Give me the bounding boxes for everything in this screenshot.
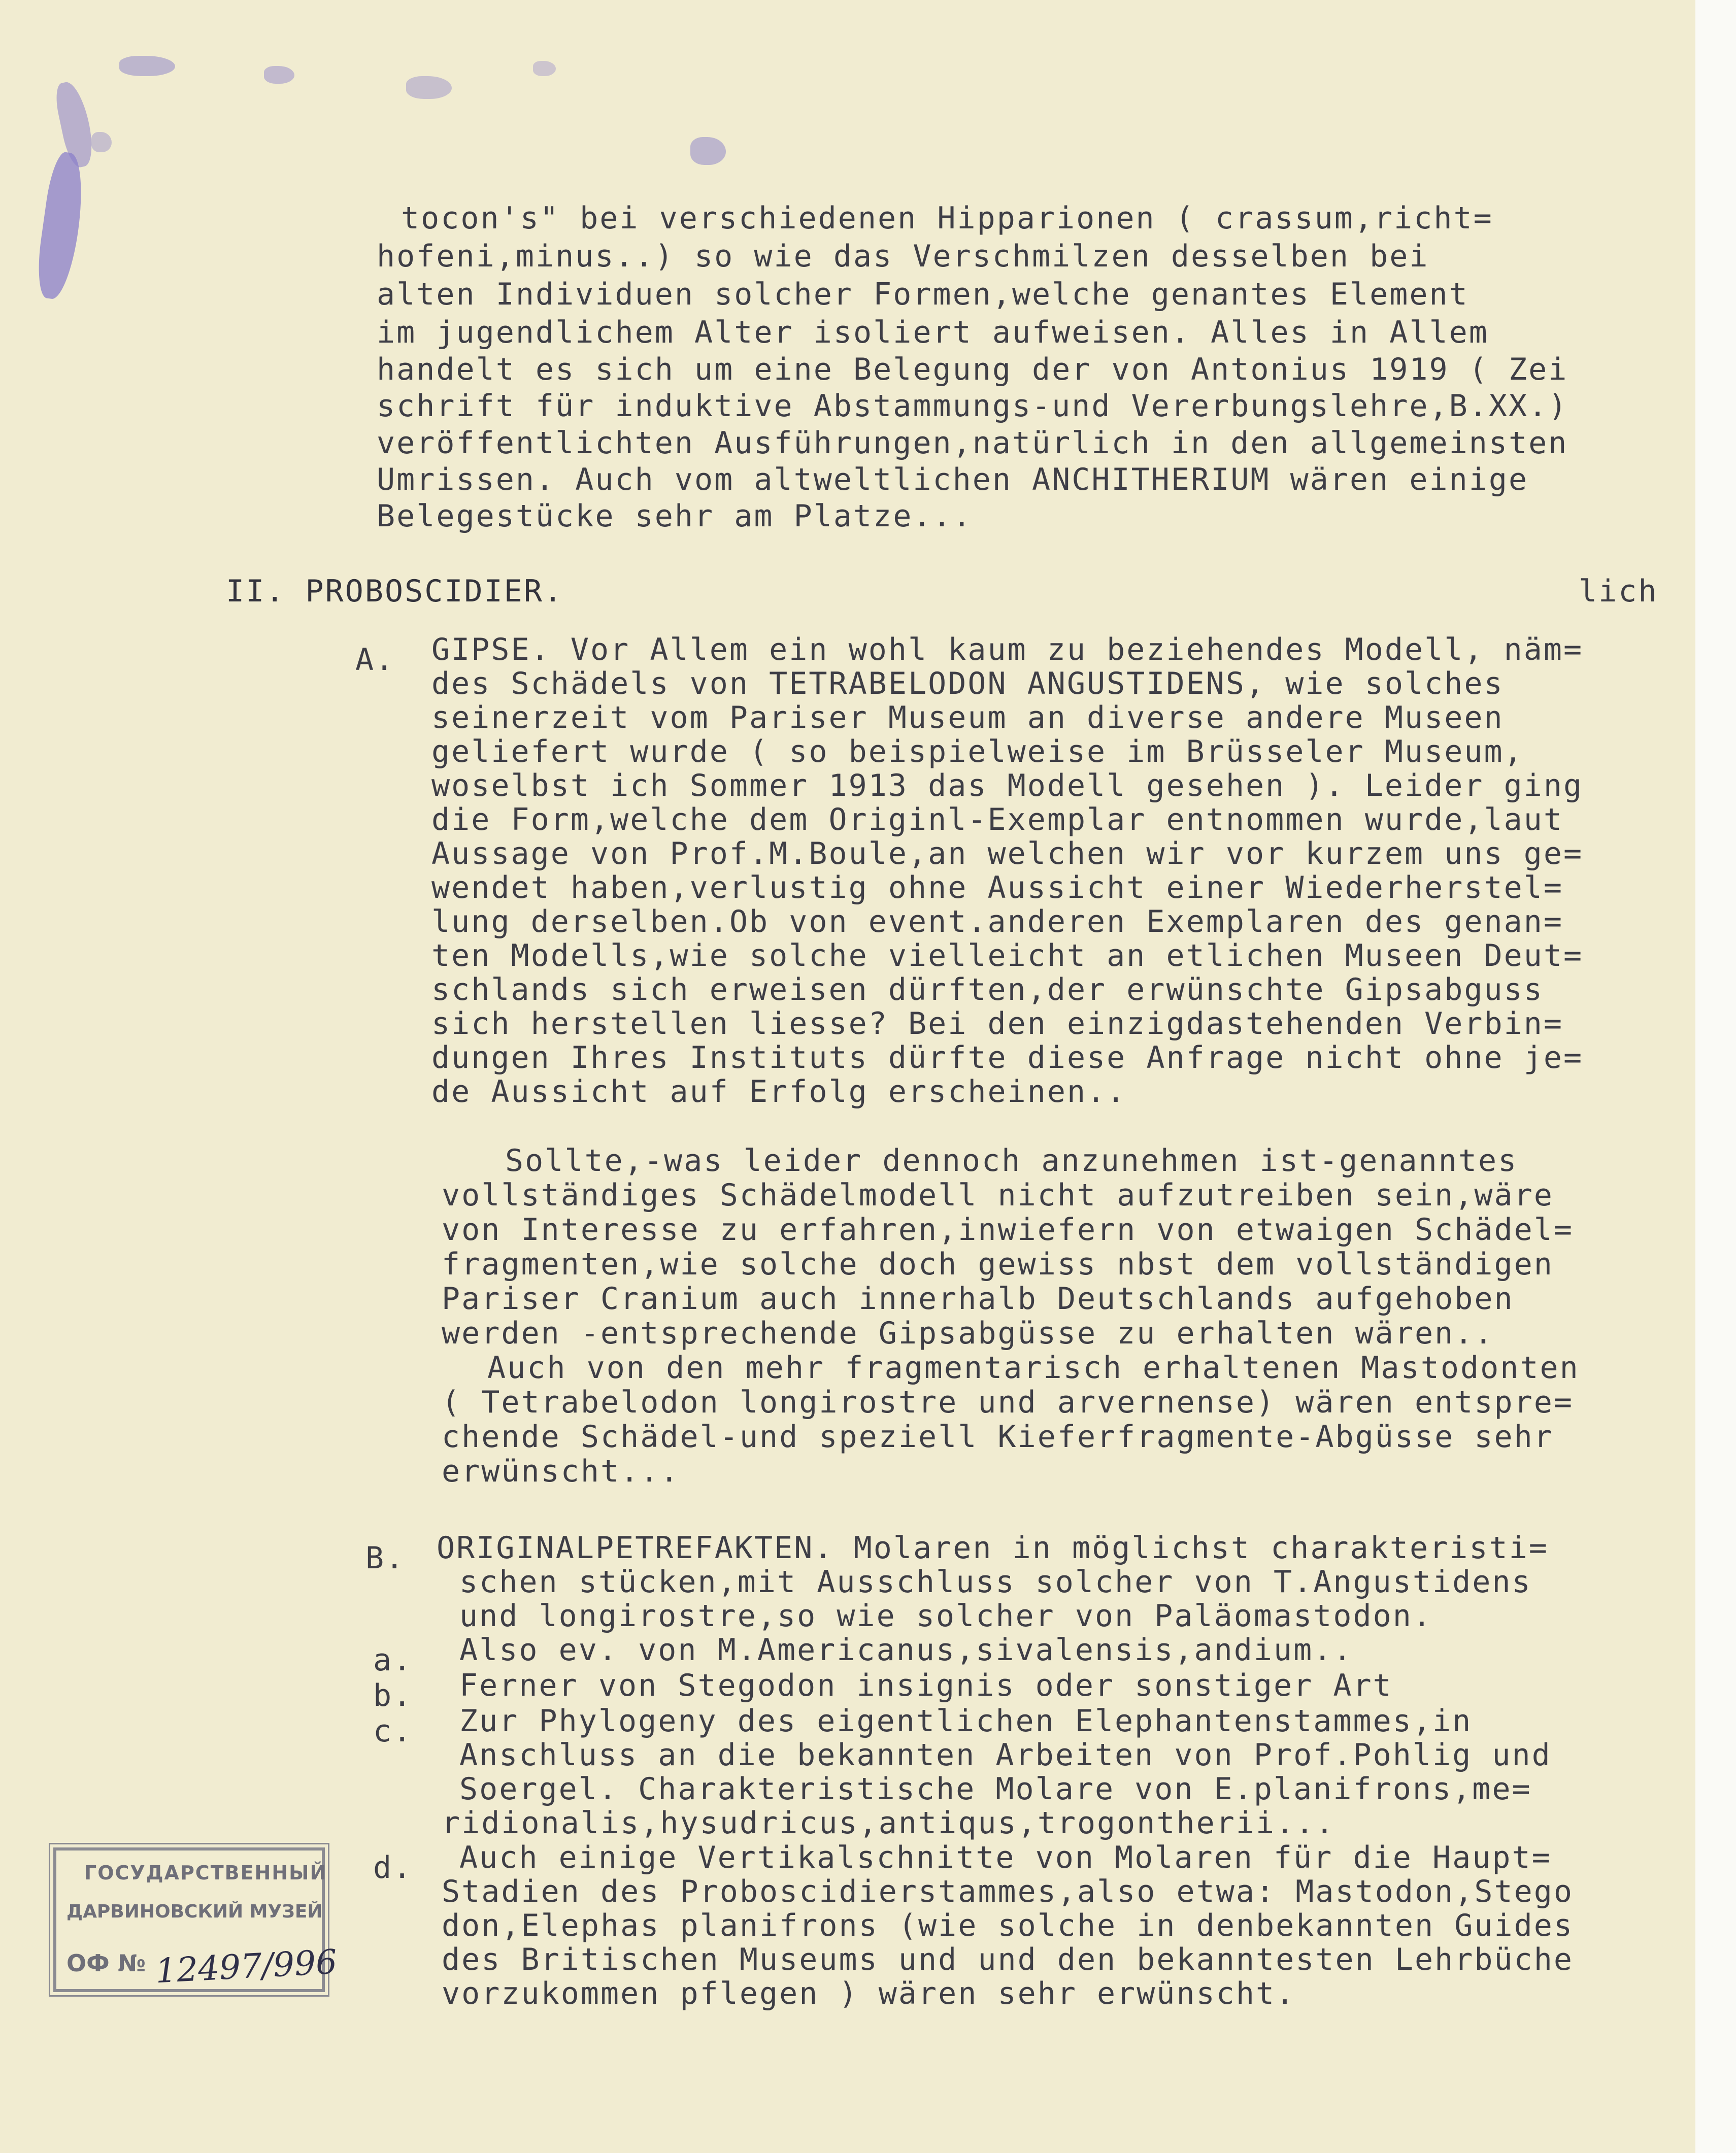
- text-line: ( Tetrabelodon longirostre und arvernense) wären entspre=: [442, 1385, 1574, 1420]
- ink-stain: [119, 56, 175, 76]
- text-line: Pariser Cranium auch innerhalb Deutschlands aufgehoben: [442, 1281, 1514, 1317]
- text-line: chende Schädel-und speziell Kieferfragmente-Abgüsse sehr: [442, 1419, 1554, 1455]
- text-line: Ferner von Stegodon insignis oder sonstiger Art: [459, 1668, 1393, 1703]
- text-line: tocon's" bei verschiedenen Hipparionen ( crassum,richt=: [401, 200, 1493, 236]
- ink-stain: [52, 79, 97, 170]
- text-line: schen stücken,mit Ausschluss solcher von T.Angustidens: [459, 1564, 1532, 1600]
- ink-stain: [91, 132, 112, 152]
- text-line: Soergel. Charakteristische Molare von E.planifrons,me=: [459, 1771, 1532, 1807]
- text-line: lung derselben.Ob von event.anderen Exemplaren des genan=: [431, 904, 1564, 939]
- text-line: de Aussicht auf Erfolg erscheinen..: [431, 1074, 1127, 1109]
- text-line: geliefert wurde ( so beispielweise im Brüsseler Museum,: [431, 734, 1524, 769]
- text-line: ridionalis,hysudricus,antiqus,trogontherii...: [442, 1805, 1336, 1841]
- text-line: ten Modells,wie solche vielleicht an etlichen Museen Deut=: [431, 938, 1584, 973]
- margin-note: lich: [1579, 574, 1658, 609]
- ink-stain: [33, 151, 89, 301]
- item-c-marker: c.: [373, 1713, 413, 1749]
- text-line: Aussage von Prof.M.Boule,an welchen wir vor kurzem uns ge=: [431, 836, 1584, 871]
- ink-stain: [690, 137, 726, 165]
- text-line: und longirostre,so wie solcher von Paläomastodon.: [459, 1598, 1433, 1634]
- museum-stamp: [53, 1847, 338, 1992]
- text-line: Auch von den mehr fragmentarisch erhaltenen Mastodonten: [487, 1350, 1580, 1386]
- text-line: woselbst ich Sommer 1913 das Modell gesehen ). Leider ging: [431, 768, 1584, 803]
- text-line: schlands sich erweisen dürften,der erwünschte Gipsabguss: [431, 972, 1544, 1007]
- text-line: des Britischen Museums und und den bekanntesten Lehrbüche: [442, 1942, 1574, 1977]
- text-line: Auch einige Vertikalschnitte von Molaren für die Haupt=: [459, 1840, 1552, 1875]
- text-line: Sollte,-was leider dennoch anzunehmen ist-genanntes: [505, 1143, 1518, 1179]
- text-line: Anschluss an die bekannten Arbeiten von Prof.Pohlig und: [459, 1737, 1552, 1773]
- text-line: des Schädels von TETRABELODON ANGUSTIDENS, wie solches: [431, 666, 1504, 701]
- section-a-marker: A.: [355, 642, 395, 678]
- text-line: wendet haben,verlustig ohne Aussicht einer Wiederherstel=: [431, 870, 1564, 905]
- text-line: handelt es sich um eine Belegung der von Antonius 1919 ( Zei: [377, 352, 1568, 387]
- scan-background: [1695, 0, 1736, 2153]
- text-line: Umrissen. Auch vom altweltlichen ANCHITHERIUM wären einige: [377, 462, 1529, 497]
- ink-stain: [406, 76, 452, 99]
- section-b-marker: B.: [365, 1540, 406, 1576]
- text-line: dungen Ihres Instituts dürfte diese Anfrage nicht ohne je=: [431, 1040, 1584, 1075]
- stamp-line-3: ОФ №: [66, 1949, 146, 1977]
- ink-stain: [264, 66, 294, 84]
- text-line: fragmenten,wie solche doch gewiss nbst dem vollständigen: [442, 1247, 1554, 1282]
- stamp-line-1: ГОСУДАРСТВЕННЫЙ: [84, 1862, 327, 1884]
- text-line: von Interesse zu erfahren,inwiefern von etwaigen Schädel=: [442, 1212, 1574, 1248]
- text-line: hofeni,minus..) so wie das Verschmilzen desselben bei: [377, 239, 1429, 274]
- text-line: werden -entsprechende Gipsabgüsse zu erhalten wären..: [442, 1316, 1494, 1351]
- stamp-line-2: ДАРВИНОВСКИЙ МУЗЕЙ: [66, 1901, 323, 1922]
- handwritten-inventory-number: 12497/996: [154, 1942, 338, 1991]
- item-d-marker: d.: [373, 1850, 413, 1886]
- text-line: don,Elephas planifrons (wie solche in denbekannten Guides: [442, 1908, 1574, 1943]
- text-line: sich herstellen liesse? Bei den einzigdastehenden Verbin=: [431, 1006, 1564, 1041]
- text-line: Also ev. von M.Americanus,sivalensis,andium..: [459, 1632, 1353, 1668]
- item-a-marker: a.: [373, 1642, 413, 1678]
- item-b-marker: b.: [373, 1678, 413, 1713]
- text-line: vollständiges Schädelmodell nicht aufzutreiben sein,wäre: [442, 1178, 1554, 1213]
- text-line: veröffentlichten Ausführungen,natürlich in den allgemeinsten: [377, 425, 1568, 461]
- section-heading: II. PROBOSCIDIER.: [226, 574, 564, 609]
- text-line: vorzukommen pflegen ) wären sehr erwünscht.: [442, 1976, 1296, 2011]
- text-line: seinerzeit vom Pariser Museum an diverse andere Museen: [431, 700, 1504, 735]
- text-line: GIPSE. Vor Allem ein wohl kaum zu beziehendes Modell, näm=: [431, 632, 1584, 667]
- text-line: alten Individuen solcher Formen,welche genantes Element: [377, 277, 1469, 312]
- text-line: Belegestücke sehr am Platze...: [377, 498, 973, 534]
- text-line: die Form,welche dem Originl-Exemplar entnommen wurde,laut: [431, 802, 1564, 837]
- text-line: erwünscht...: [442, 1454, 680, 1489]
- text-line: ORIGINALPETREFAKTEN. Molaren in möglichst charakteristi=: [437, 1530, 1549, 1566]
- ink-stain: [533, 61, 556, 76]
- text-line: Zur Phylogeny des eigentlichen Elephantenstammes,in: [459, 1703, 1473, 1739]
- text-line: schrift für induktive Abstammungs-und Vererbungslehre,B.XX.): [377, 388, 1568, 424]
- text-line: Stadien des Proboscidierstammes,also etwa: Mastodon,Stego: [442, 1874, 1574, 1909]
- text-line: im jugendlichem Alter isoliert aufweisen. Alles in Allem: [377, 315, 1489, 350]
